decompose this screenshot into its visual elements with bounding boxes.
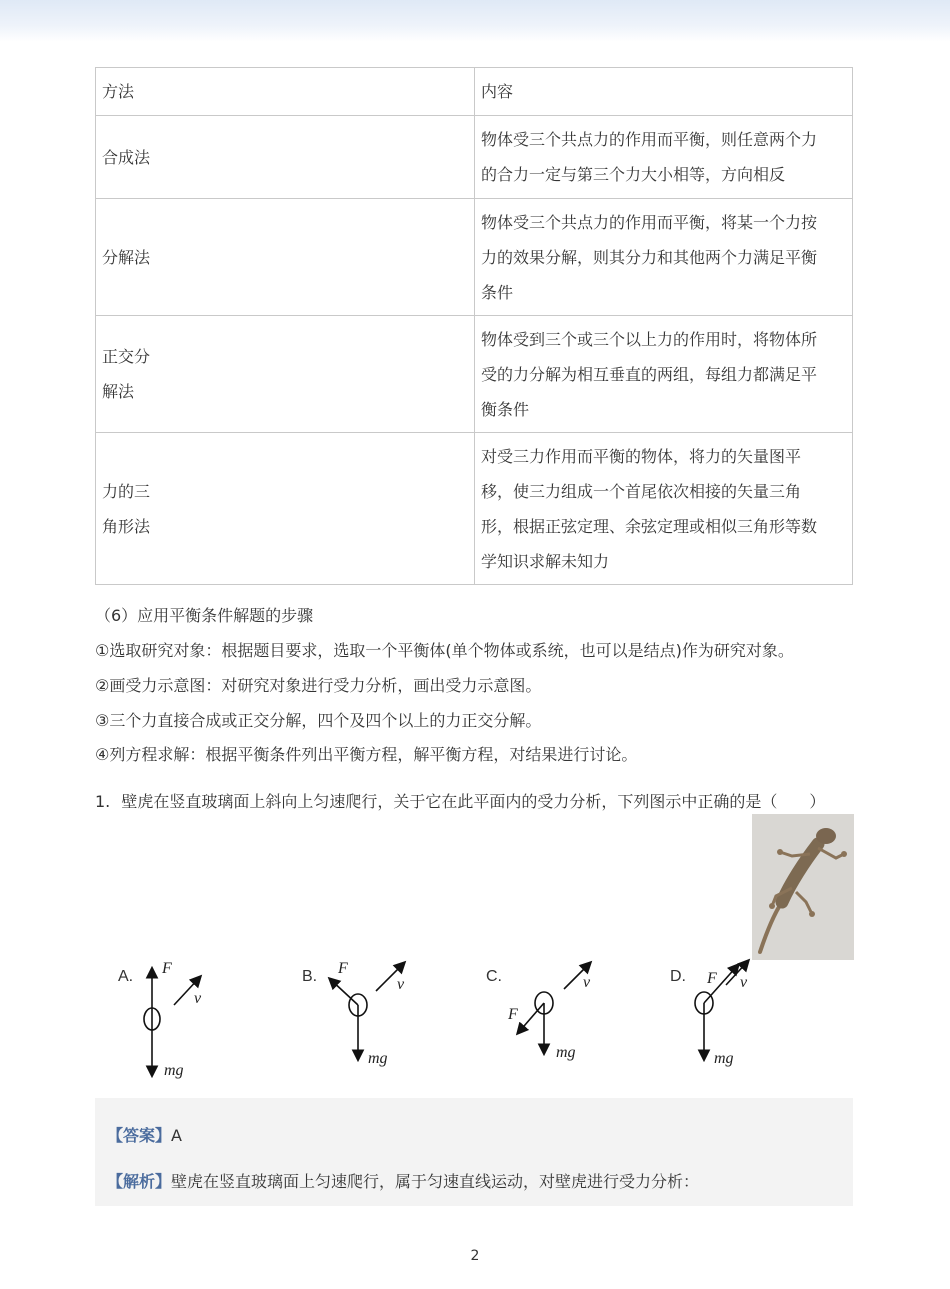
option-d-diagram — [686, 955, 786, 1075]
content-line: 物体受三个共点力的作用而平衡，则任意两个力 — [481, 130, 818, 149]
label-mg: mg — [368, 1050, 388, 1067]
label-v: v — [194, 990, 202, 1007]
table-header-content: 内容 — [475, 68, 853, 116]
table-row — [96, 116, 853, 199]
step-item: ①选取研究对象：根据题目要求，选取一个平衡体(单个物体或系统，也可以是结点)作为研究对象。 — [95, 641, 794, 660]
option-d-label: D. — [670, 968, 686, 985]
analysis-text: 壁虎在竖直玻璃面上匀速爬行，属于匀速直线运动，对壁虎进行受力分析： — [171, 1172, 700, 1191]
analysis-tag: 【解析】 — [107, 1172, 172, 1191]
label-mg: mg — [714, 1050, 734, 1067]
label-f: F — [162, 960, 172, 977]
methods-table — [95, 67, 853, 585]
label-f: F — [508, 1006, 518, 1023]
content-cell — [475, 316, 853, 433]
label-f: F — [338, 960, 348, 977]
question-number: 1. — [95, 792, 111, 811]
header-band — [0, 0, 950, 42]
content-cell — [475, 433, 853, 585]
question-stem — [95, 789, 825, 812]
method-cell — [96, 116, 475, 199]
answer-tag: 【答案】 — [107, 1126, 172, 1145]
label-v: v — [583, 974, 591, 991]
label-v: v — [740, 974, 748, 991]
table-row — [96, 316, 853, 433]
force-f-arrow — [330, 979, 358, 1005]
content-line: 受的力分解为相互垂直的两组，每组力都满足平 — [481, 364, 818, 384]
method-line: 正交分 — [102, 347, 151, 366]
method-line: 分解法 — [102, 247, 151, 267]
label-f: F — [707, 970, 717, 987]
step-item: ②画受力示意图：对研究对象进行受力分析，画出受力示意图。 — [95, 676, 542, 695]
label-v: v — [397, 976, 405, 993]
option-b-diagram — [320, 955, 420, 1075]
content-line: 力的效果分解，则其分力和其他两个力满足平衡 — [481, 247, 818, 267]
content-cell — [475, 116, 853, 199]
option-c-label: C. — [486, 968, 502, 985]
content-line: 衡条件 — [481, 399, 530, 419]
force-f-arrow — [518, 1003, 544, 1033]
method-cell — [96, 199, 475, 316]
content-line: 物体受到三个或三个以上力的作用时，将物体所 — [481, 329, 818, 349]
question-text: 壁虎在竖直玻璃面上斜向上匀速爬行，关于它在此平面内的受力分析，下列图示中正确的是（ ） — [121, 792, 826, 811]
table-header-method: 方法 — [96, 68, 475, 116]
gecko-illustration — [752, 814, 854, 960]
content-line: 学知识求解未知力 — [481, 551, 610, 571]
label-mg: mg — [164, 1062, 184, 1079]
answer-box — [95, 1098, 853, 1206]
option-b-label: B. — [302, 968, 318, 985]
method-line: 力的三 — [102, 481, 151, 501]
table-row — [96, 433, 853, 585]
option-c-diagram — [506, 955, 606, 1075]
label-mg: mg — [556, 1044, 576, 1061]
method-cell — [96, 316, 475, 433]
table-header-row — [96, 68, 853, 116]
content-line: 形，根据正弦定理、余弦定理或相似三角形等数 — [481, 516, 818, 536]
method-line: 合成法 — [102, 147, 151, 167]
step-item: ④列方程求解：根据平衡条件列出平衡方程，解平衡方程，对结果进行讨论。 — [95, 745, 638, 764]
page-number: 2 — [470, 1248, 480, 1264]
content-line: 对受三力作用而平衡的物体，将力的矢量图平 — [481, 446, 802, 466]
method-line: 解法 — [102, 382, 135, 401]
gecko-photo — [752, 814, 854, 960]
answer-line — [107, 1123, 182, 1146]
analysis-line — [107, 1169, 699, 1192]
option-a-label: A. — [118, 968, 134, 985]
table-row — [96, 199, 853, 316]
content-line: 条件 — [481, 282, 514, 302]
content-line: 移，使三力组成一个首尾依次相接的矢量三角 — [481, 481, 802, 501]
content-line: 物体受三个共点力的作用而平衡，将某一个力按 — [481, 212, 818, 232]
option-a-diagram — [130, 955, 220, 1085]
method-line: 角形法 — [102, 516, 151, 536]
content-line: 的合力一定与第三个力大小相等，方向相反 — [481, 165, 786, 184]
content-cell — [475, 199, 853, 316]
method-cell — [96, 433, 475, 585]
steps-heading: （6）应用平衡条件解题的步骤 — [95, 606, 314, 625]
answer-value: A — [171, 1126, 182, 1145]
step-item: ③三个力直接合成或正交分解，四个及四个以上的力正交分解。 — [95, 711, 542, 730]
